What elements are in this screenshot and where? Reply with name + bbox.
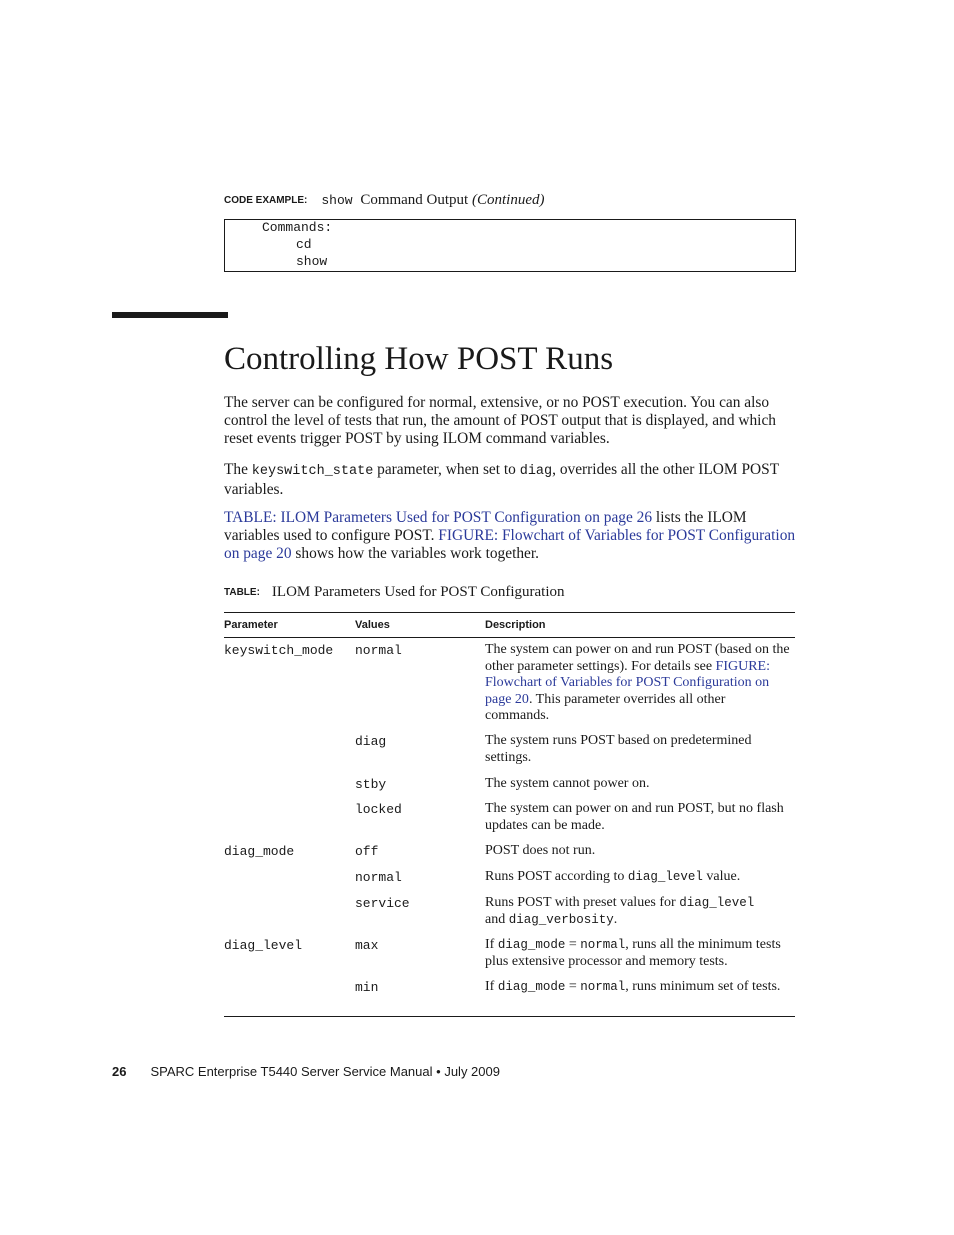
figure-reference-link[interactable]: FIGURE: Flowchart of Variables for POST Configuration on page 20	[224, 527, 796, 562]
inline-code: diag_mode	[497, 980, 566, 994]
table-cell-value: normal	[355, 870, 402, 885]
inline-code: keyswitch_state	[251, 464, 374, 479]
table-cell-value: off	[355, 844, 379, 859]
code-example-command: show	[321, 193, 353, 208]
table-cell-description: Runs POST according to diag_level value.	[485, 869, 741, 884]
table-cell-description: POST does not run.	[485, 843, 596, 858]
inline-code: diag	[519, 464, 553, 479]
table-cell-value: normal	[355, 643, 402, 658]
table-top-rule	[224, 612, 795, 613]
table-cell-description: The system can power on and run POST, but no flash updates can be made.	[485, 801, 784, 833]
code-example-caption	[224, 192, 544, 209]
table-cell-description: The system runs POST based on predetermined settings.	[485, 733, 752, 765]
table-cell-value: min	[355, 980, 379, 995]
table-reference-link[interactable]: TABLE: ILOM Parameters Used for POST Configuration on page 26	[224, 509, 653, 526]
table-cell-description: If diag_mode = normal, runs all the minimum tests plus extensive processor and memory tests.	[485, 937, 781, 969]
inline-code: normal	[580, 938, 626, 952]
table-cell-value: locked	[355, 802, 402, 817]
table-cell-description: Runs POST with preset values for diag_level and diag_verbosity.	[485, 895, 755, 927]
table-cell-value: max	[355, 938, 379, 953]
paragraph-intro: The server can be configured for normal, extensive, or no POST execution. You can also control the level of tests that run, the amount of POST output that is displayed, and which reset events trigger POST by using ILOM command variables.	[224, 394, 776, 447]
table-cell-value: service	[355, 896, 410, 911]
footer-date: July 2009	[444, 1064, 500, 1079]
table-header-rule	[224, 637, 795, 638]
code-example-title: Command Output	[360, 192, 469, 208]
page-number: 26	[112, 1064, 127, 1079]
section-rule	[112, 312, 228, 318]
table-cell-description: The system cannot power on.	[485, 776, 650, 791]
footer-title: SPARC Enterprise T5440 Server Service Manual	[150, 1064, 433, 1079]
figure-reference-link[interactable]: FIGURE: Flowchart of Variables for POST Configuration on page 20	[485, 658, 770, 707]
inline-code: diag_level	[627, 870, 703, 884]
table-cell-value: diag	[355, 734, 387, 749]
column-header-description: Description	[485, 619, 546, 631]
code-example-label: CODE EXAMPLE:	[224, 195, 308, 206]
table-cell-description: The system can power on and run POST (based on the other parameter settings). For details see FIGURE: Flowchart of Variables for POST Configuration on page 20. This parameter overrides all other commands.	[485, 642, 790, 723]
table-title: ILOM Parameters Used for POST Configuration	[271, 584, 565, 600]
code-example-continued: (Continued)	[471, 192, 545, 208]
code-block	[224, 219, 796, 272]
page-footer	[112, 1064, 500, 1079]
inline-code: normal	[580, 980, 626, 994]
code-line: show	[296, 254, 328, 269]
table-cell-parameter: diag_mode	[224, 844, 295, 859]
code-line: Commands:	[262, 220, 333, 235]
paragraph-keyswitch: The keyswitch_state parameter, when set to diag, overrides all the other ILOM POST variables.	[224, 461, 779, 498]
code-line: cd	[296, 237, 312, 252]
table-cell-value: stby	[355, 777, 387, 792]
table-label: TABLE:	[224, 587, 260, 598]
inline-code: diag_level	[679, 896, 755, 910]
footer-bullet: •	[436, 1064, 441, 1079]
table-bottom-rule	[224, 1016, 795, 1017]
table-caption	[224, 584, 565, 601]
column-header-parameter: Parameter	[224, 619, 278, 631]
column-header-values: Values	[355, 619, 390, 631]
table-cell-description: If diag_mode = normal, runs minimum set of tests.	[485, 979, 781, 994]
section-heading: Controlling How POST Runs	[224, 341, 614, 377]
paragraph-references: TABLE: ILOM Parameters Used for POST Configuration on page 26 lists the ILOM variables used to configure POST. FIGURE: Flowchart of Variables for POST Configuration on page 20 shows how the variables work together.	[224, 509, 796, 562]
table-cell-parameter: keyswitch_mode	[224, 643, 334, 658]
inline-code: diag_verbosity	[508, 912, 614, 927]
inline-code: diag_mode	[497, 938, 566, 952]
table-cell-parameter: diag_level	[224, 938, 303, 953]
